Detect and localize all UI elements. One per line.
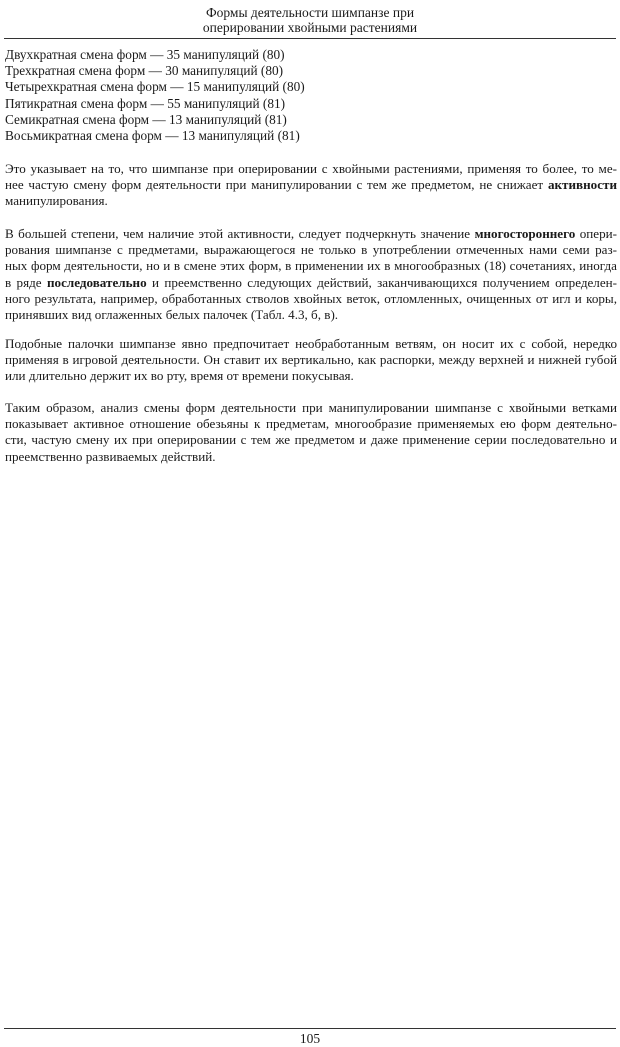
text-run: нее частую смену форм деятельности при манипулировании с тем же предметом, не снижает xyxy=(5,177,544,193)
page-number: 105 xyxy=(299,1031,321,1046)
paragraph-line: принявших вид оглаженных белых палочек (Табл. 4.3, б, в). xyxy=(5,307,339,323)
paragraph-line: рования шимпанзе с предметами, выражающегося не только в употреблении отмеченных нами семи раз- xyxy=(5,242,617,258)
footer-rule xyxy=(4,1028,616,1029)
paragraph-line xyxy=(5,275,617,291)
list-item: Четырехкратная смена форм — 15 манипуляций (80) xyxy=(5,79,305,95)
emphasis-sequential: последовательно xyxy=(47,274,147,290)
paragraph-line: Это указывает на то, что шимпанзе при оперировании с хвойными растениями, применяя то более, то ме- xyxy=(5,161,617,176)
paragraph-line: Таким образом, анализ смены форм деятельности при манипулировании шимпанзе с хвойными ветками xyxy=(5,400,617,415)
list-item: Пятикратная смена форм — 55 манипуляций (81) xyxy=(5,95,286,111)
emphasis-multilateral: многостороннего xyxy=(474,226,576,241)
paragraph-2 xyxy=(5,226,617,323)
paragraph-line: Подобные палочки шимпанзе явно предпочитает необработанным ветвям, он носит их с собой, нередко xyxy=(5,336,617,351)
paragraph-line: ных форм деятельности, но и в смене этих форм, в применении их в многообразных (18) сочетаниях, иногда xyxy=(5,258,617,274)
text-run: В большей степени, чем наличие этой активности, следует подчеркнуть значение xyxy=(5,226,471,241)
paragraph-line: показывает активное отношение обезьяны к предметам, многообразие применяемых ею форм деятельно- xyxy=(5,416,617,432)
paragraph-line: сти, частую смену их при оперировании с тем же предметом и даже применение серии последовательно и xyxy=(5,432,617,448)
text-run: и преемственно следующих действий, заканчивающихся получением определен- xyxy=(152,274,618,290)
paragraph-line: ного результата, например, обработанных стволов хвойных веток, отломленных, очищенных от игл и коры, xyxy=(5,290,617,306)
paragraph-line xyxy=(5,177,617,193)
header-rule xyxy=(4,38,616,39)
emphasis-activity: активности xyxy=(547,177,617,193)
paragraph-3 xyxy=(5,336,617,385)
manipulation-list xyxy=(5,47,617,144)
list-item: Восьмикратная смена форм — 13 манипуляций (81) xyxy=(5,128,300,144)
paragraph-line: или длительно держит их во рту, время от времени покусывая. xyxy=(5,368,354,384)
list-item: Двухкратная смена форм — 35 манипуляций (80) xyxy=(5,47,285,62)
text-run: в ряде xyxy=(5,274,42,290)
list-item: Трехкратная смена форм — 30 манипуляций (80) xyxy=(5,63,284,79)
paragraph-line xyxy=(5,226,617,242)
list-item: Семикратная смена форм — 13 манипуляций (81) xyxy=(5,111,287,127)
paragraph-line: манипулирования. xyxy=(5,193,108,209)
paragraph-1 xyxy=(5,161,617,210)
running-header-line-2: оперировании хвойными растениями xyxy=(202,20,418,35)
paragraph-4 xyxy=(5,400,617,465)
paragraph-line: применяя в игровой деятельности. Он ставит их вертикально, как распорки, между верхней и нижней губой xyxy=(5,352,617,368)
text-run: опери- xyxy=(579,226,618,241)
paragraph-line: преемственно развиваемых действий. xyxy=(5,448,216,464)
running-header-line-1: Формы деятельности шимпанзе при xyxy=(205,5,415,20)
